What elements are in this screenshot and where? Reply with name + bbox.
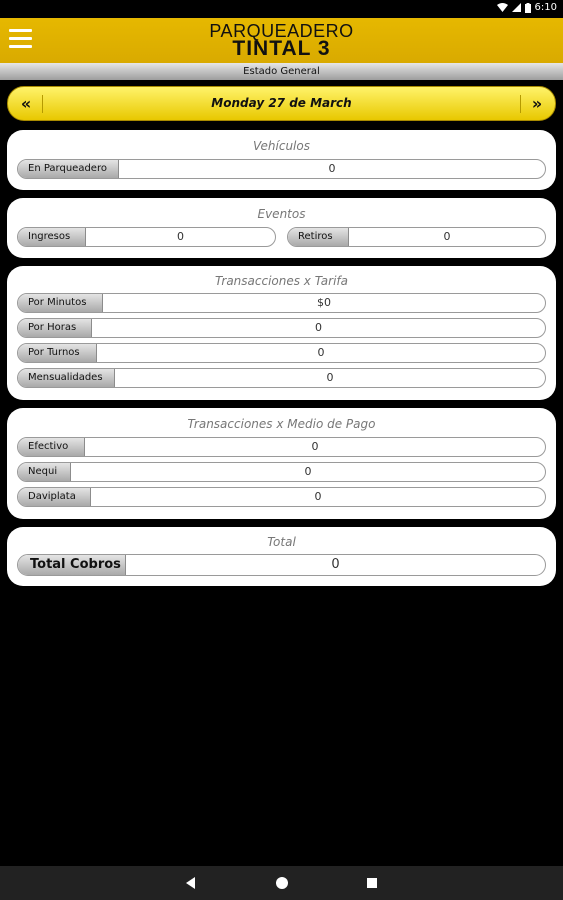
eventos-card [7, 198, 556, 258]
field-label: Por Minutos [18, 294, 103, 312]
field-value: 0 [328, 162, 336, 175]
por-horas-field [17, 318, 546, 338]
card-title: Eventos [257, 207, 306, 221]
field-label: Por Turnos [18, 344, 97, 362]
date-divider [42, 95, 43, 113]
field-value: 0 [326, 371, 334, 384]
tarifa-card [7, 266, 556, 400]
page-subtitle: Estado General [0, 63, 563, 80]
field-label: Total Cobros [18, 555, 126, 575]
field-label: En Parqueadero [18, 160, 119, 178]
field-value: 0 [331, 557, 340, 572]
en-parqueadero-field [17, 159, 546, 179]
nequi-field [17, 462, 546, 482]
field-label: Efectivo [18, 438, 85, 456]
battery-icon [525, 3, 531, 13]
field-value: 0 [317, 346, 325, 359]
current-date: Monday 27 de March [211, 96, 352, 110]
field-label: Nequi [18, 463, 71, 481]
por-minutos-field [17, 293, 546, 313]
field-label: Por Horas [18, 319, 92, 337]
total-cobros-field [17, 554, 546, 576]
retiros-field [287, 227, 546, 247]
status-time: 6:10 [534, 2, 557, 13]
field-label: Daviplata [18, 488, 91, 506]
card-title: Transacciones x Tarifa [214, 274, 348, 288]
field-label: Mensualidades [18, 369, 115, 387]
app-header [0, 18, 563, 64]
field-value: 0 [314, 490, 322, 503]
field-value: $0 [317, 296, 331, 309]
total-card [7, 527, 556, 586]
field-value: 0 [311, 440, 319, 453]
field-value: 0 [304, 465, 312, 478]
date-navigator [7, 86, 556, 121]
status-bar [0, 0, 563, 18]
card-title: Transacciones x Medio de Pago [187, 417, 376, 431]
ingresos-field [17, 227, 276, 247]
mensualidades-field [17, 368, 546, 388]
back-icon[interactable] [186, 877, 195, 889]
card-title: Total [267, 535, 296, 549]
efectivo-field [17, 437, 546, 457]
daviplata-field [17, 487, 546, 507]
vehiculos-card [7, 130, 556, 190]
por-turnos-field [17, 343, 546, 363]
system-nav-bar [0, 866, 563, 900]
medio-pago-card [7, 408, 556, 519]
wifi-icon [497, 3, 508, 12]
home-icon[interactable] [276, 877, 288, 889]
field-value: 0 [443, 230, 451, 243]
app-title-line2: TINTAL 3 [232, 37, 331, 60]
field-value: 0 [315, 321, 322, 334]
previous-day-button[interactable]: « [20, 94, 32, 113]
next-day-button[interactable]: » [531, 94, 543, 113]
field-label: Retiros [288, 228, 349, 246]
app-title-line1: PARQUEADERO [209, 21, 354, 41]
field-value: 0 [177, 230, 184, 243]
signal-icon [512, 3, 521, 12]
status-icons [497, 2, 557, 13]
field-label: Ingresos [18, 228, 86, 246]
date-divider [520, 95, 521, 113]
recents-icon[interactable] [367, 878, 377, 888]
card-title: Vehículos [253, 139, 310, 153]
